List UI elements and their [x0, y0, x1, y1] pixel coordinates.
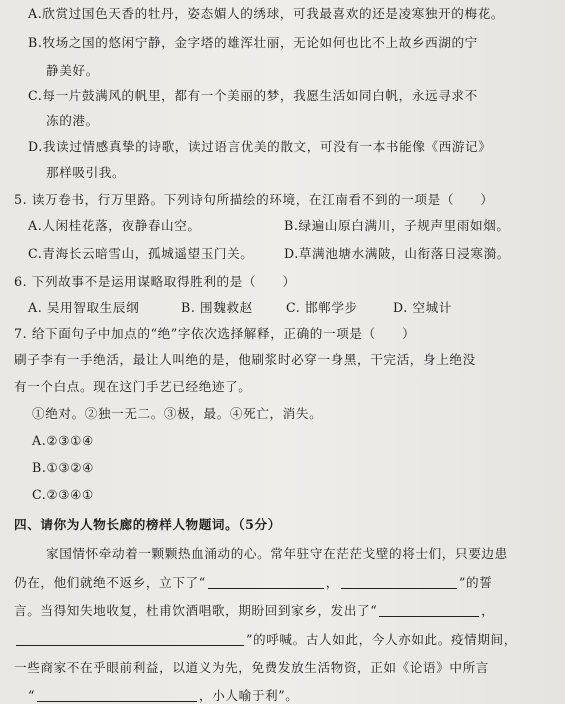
answer-blank-5[interactable]: [37, 689, 197, 702]
q7-passage-line-1: 刷子李有一手绝活，最让人叫绝的是，他刷浆时必穿一身黑，干完活，身上绝没: [14, 352, 476, 367]
section-4-paragraph-line-1: 家国情怀牵动着一颗颗热血涌动的心。常年驻守在茫茫戈壁的将士们，只要边患: [46, 546, 508, 561]
answer-blank-3[interactable]: [379, 604, 479, 617]
q4-option-c: C.每一片鼓满风的帆里，都有一个美丽的梦，我愿生活如同白帆，永远寻求不: [28, 88, 478, 103]
q4-option-a: A.欣赏过国色天香的牡丹，姿态媚人的绣球，可我最喜欢的还是凌寒独开的梅花。: [28, 6, 505, 21]
q4-option-d-cont: 那样吸引我。: [46, 165, 126, 180]
line-4-text-b: ”的呼喊。古人如此，今人亦如此。疫情期间，: [246, 632, 517, 647]
section-4-paragraph-line-6: [28, 688, 298, 704]
answer-blank-1[interactable]: [208, 576, 324, 589]
line-2-text-a: 仍在，他们就绝不返乡，立下了“: [14, 575, 206, 590]
line-2-separator: ，: [325, 575, 339, 590]
q5-option-d: D.草满池塘水满陂，山衔落日浸寒漪。: [284, 246, 510, 261]
line-3-text-a: 言。当得知失地收复，杜甫饮酒唱歌，期盼回到家乡，发出了“: [14, 603, 378, 618]
q7-option-c: C.②③④①: [32, 487, 94, 502]
q5-stem: 5. 读万卷书，行万里路。下列诗句所描绘的环境，在江南看不到的一项是（ ）: [14, 192, 494, 207]
section-4-paragraph-line-5: 一些商家不在乎眼前利益，以道义为先，免费发放生活物资，正如《论语》中所言: [14, 660, 489, 675]
q6-option-b: B. 围魏救赵: [181, 300, 253, 315]
q7-stem: 7. 给下面句子中加点的“绝”字依次选择解释，正确的一项是（ ）: [14, 326, 416, 341]
q7-meanings: ①绝对。②独一无二。③极，最。④死亡，消失。: [32, 406, 323, 421]
section-4-heading: 四、请你为人物长廊的榜样人物题词。（5分）: [14, 517, 281, 532]
q7-option-a: A.②③①④: [32, 433, 94, 448]
section-4-paragraph-line-3: [14, 603, 494, 619]
q4-option-d: D.我读过情感真挚的诗歌，读过语言优美的散文，可没有一本书能像《西游记》: [28, 139, 492, 154]
line-6-text-a: “: [28, 688, 36, 703]
line-3-text-b: ，: [481, 603, 495, 618]
q6-option-d: D. 空城计: [393, 300, 453, 315]
q5-option-a: A.人闲桂花落，夜静春山空。: [28, 218, 201, 233]
q7-passage-line-2: 有一个白点。现在这门手艺已经绝迹了。: [14, 379, 252, 394]
q4-option-b-cont: 静美好。: [46, 63, 99, 78]
line-6-text-b: ，小人喻于利”。: [199, 688, 299, 703]
q5-option-b: B.绿遍山原白满川，子规声里雨如烟。: [284, 218, 510, 233]
line-2-text-b: ”的誓: [458, 575, 493, 590]
q6-option-c: C. 邯郸学步: [286, 300, 358, 315]
q4-option-c-cont: 冻的港。: [46, 113, 99, 128]
section-4-paragraph-line-4: [14, 632, 517, 648]
q6-stem: 6. 下列故事不是运用谋略取得胜利的是（ ）: [14, 274, 296, 289]
q5-option-c: C.青海长云暗雪山，孤城遥望玉门关。: [28, 246, 254, 261]
section-4-paragraph-line-2: [14, 575, 492, 591]
q4-option-b: B.牧场之国的悠闲宁静，金字塔的雄浑壮丽，无论如何也比不上故乡西湖的宁: [28, 35, 478, 50]
q6-option-a: A. 吴用智取生辰纲: [28, 300, 140, 315]
q7-option-b: B.①③②④: [32, 460, 95, 475]
answer-blank-4[interactable]: [16, 633, 244, 646]
answer-blank-2[interactable]: [341, 576, 457, 589]
